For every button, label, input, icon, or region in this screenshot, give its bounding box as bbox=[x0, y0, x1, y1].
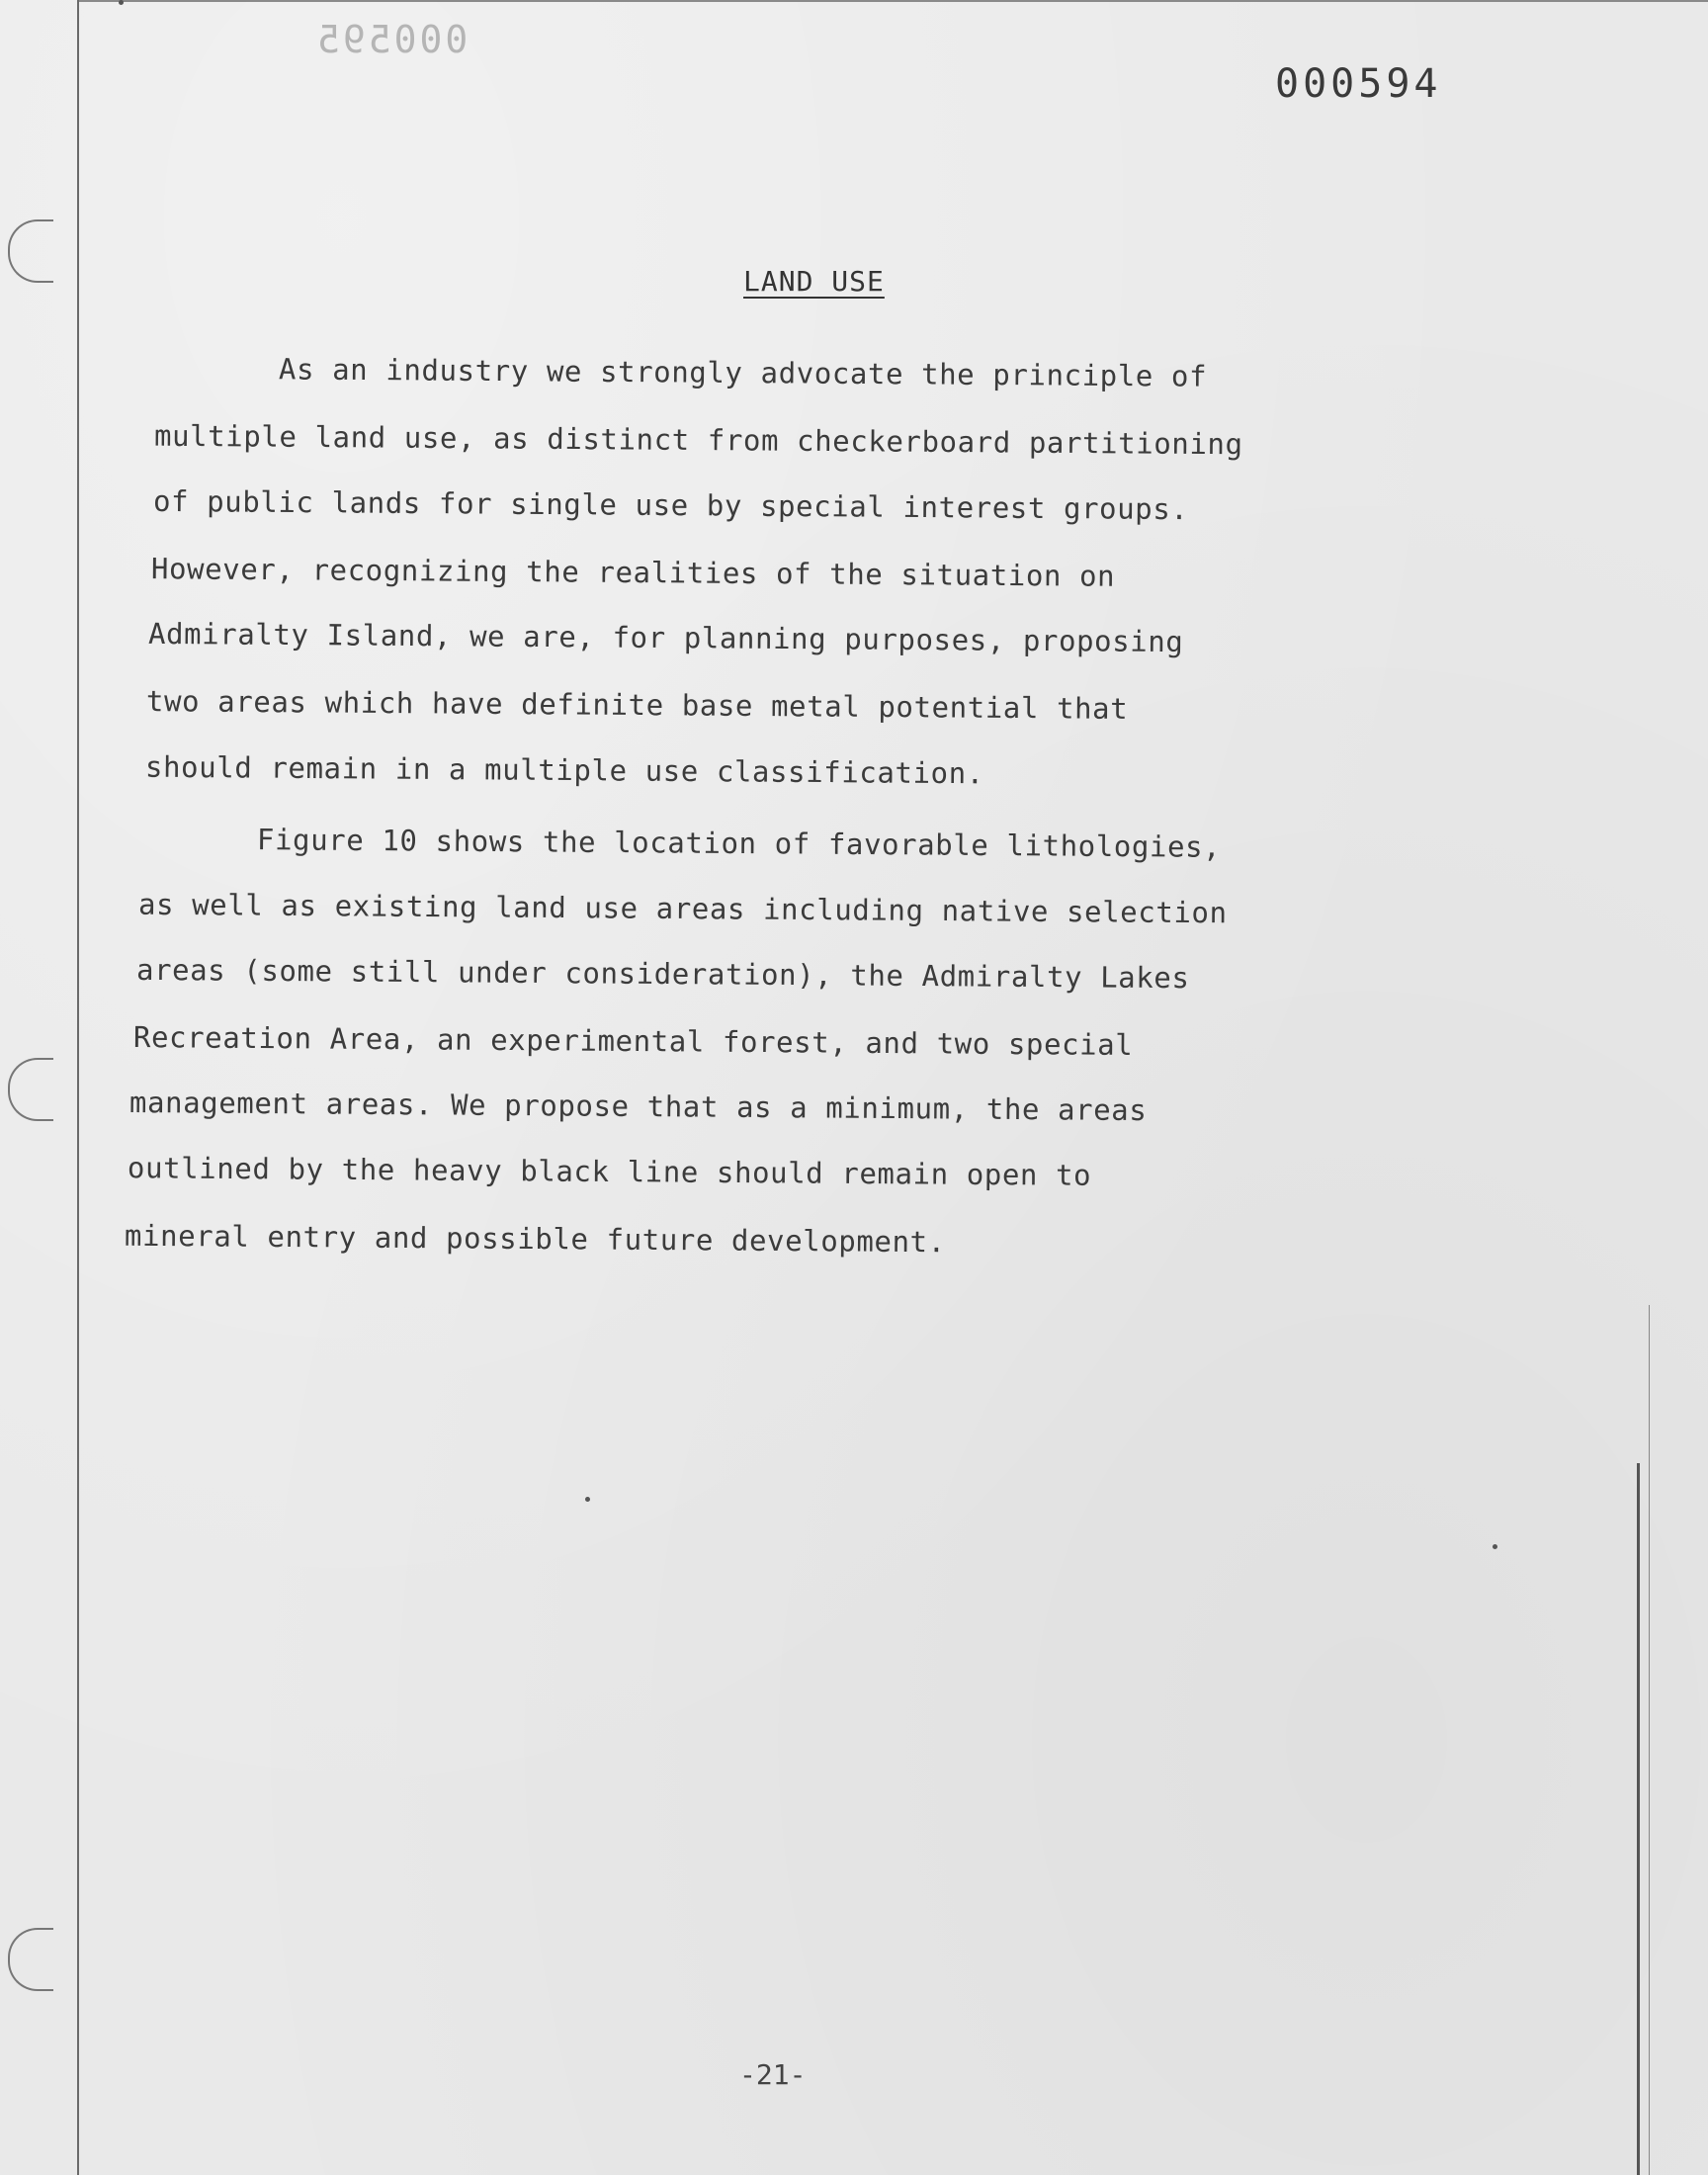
paragraph-line: of public lands for single use by special interest groups. bbox=[152, 483, 1189, 527]
scan-edge-top bbox=[77, 0, 1708, 2]
document-number: 000594 bbox=[1275, 61, 1442, 107]
bleed-through-stamp: 000595 bbox=[314, 18, 469, 61]
scan-edge-right-thin bbox=[1649, 1305, 1650, 2175]
paragraph-line: However, recognizing the realities of the situation on bbox=[150, 552, 1116, 593]
scan-speck bbox=[585, 1497, 590, 1502]
paragraph-line: mineral entry and possible future development. bbox=[124, 1218, 946, 1260]
scan-edge-right bbox=[1637, 1463, 1640, 2175]
page-number: -21- bbox=[739, 2058, 807, 2091]
punch-hole-top bbox=[8, 219, 53, 283]
paragraph-line: management areas. We propose that as a minimum, the areas bbox=[128, 1085, 1148, 1128]
scan-edge-left bbox=[77, 0, 79, 2175]
scan-speck bbox=[1493, 1544, 1497, 1549]
paragraph-line: As an industry we strongly advocate the principle of bbox=[278, 352, 1208, 393]
scan-speck bbox=[119, 0, 124, 5]
paragraph-line: Figure 10 shows the location of favorable lithologies, bbox=[256, 823, 1222, 864]
paragraph-line: two areas which have definite base metal potential that bbox=[145, 684, 1129, 726]
paragraph-line: outlined by the heavy black line should remain open to bbox=[127, 1151, 1092, 1192]
paragraph-line: Recreation Area, an experimental forest, and two special bbox=[132, 1020, 1134, 1062]
paragraph-line: Admiralty Island, we are, for planning purposes, proposing bbox=[147, 616, 1184, 659]
paragraph-line: multiple land use, as distinct from checkerboard partitioning bbox=[153, 418, 1243, 462]
paragraph-line: as well as existing land use areas including native selection bbox=[137, 887, 1228, 930]
paragraph-line: should remain in a multiple use classification. bbox=[144, 749, 984, 791]
section-heading: LAND USE bbox=[743, 265, 885, 298]
punch-hole-bottom bbox=[8, 1928, 53, 1991]
paragraph-line: areas (some still under consideration), the Admiralty Lakes bbox=[135, 952, 1190, 996]
punch-hole-middle bbox=[8, 1058, 53, 1121]
